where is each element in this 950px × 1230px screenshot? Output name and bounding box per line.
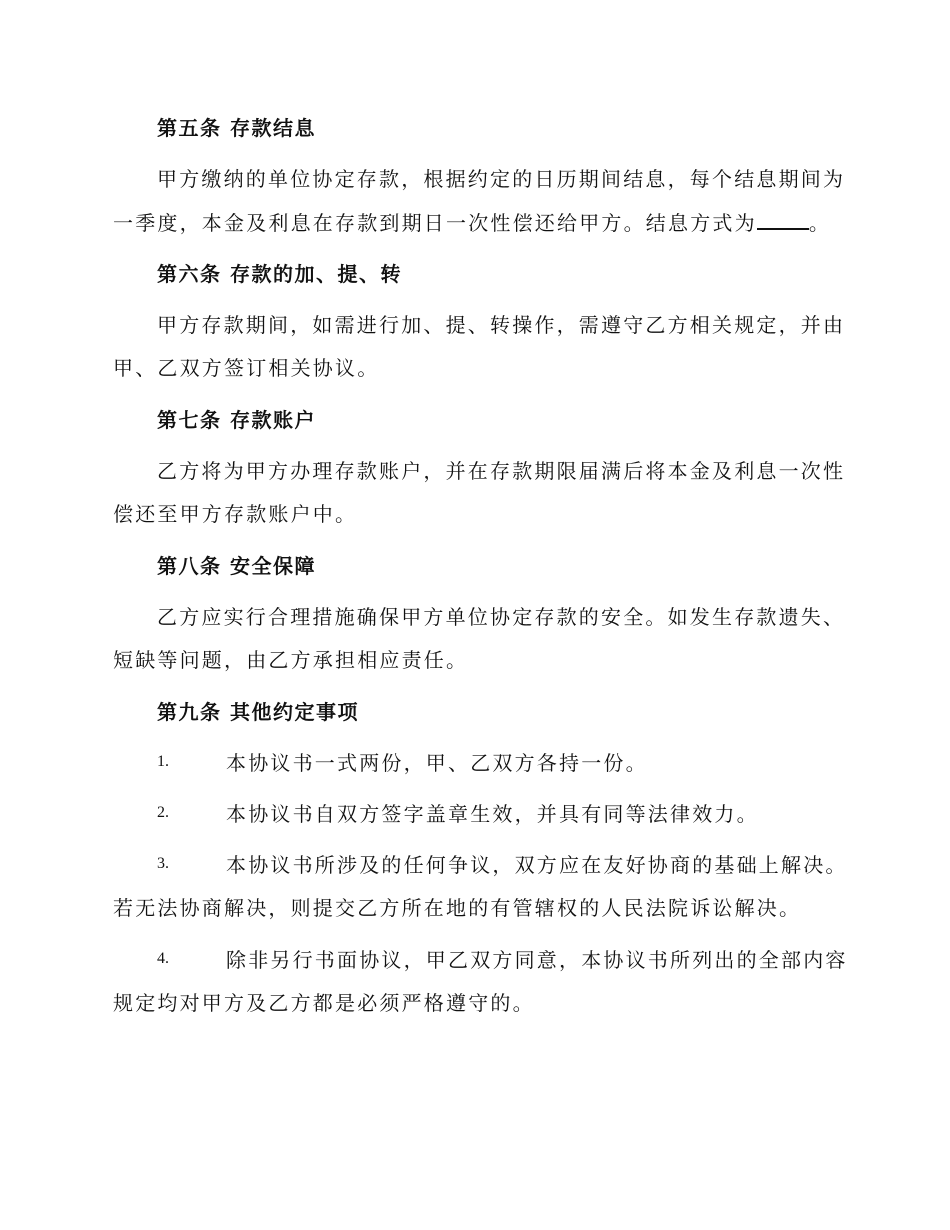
list-item-number: 2. (157, 804, 169, 821)
article-7-heading: 第七条 存款账户 (157, 408, 316, 432)
article-6-heading: 第六条 存款的加、提、转 (157, 262, 402, 286)
article-6-paragraph-line-1: 甲方存款期间，如需进行加、提、转操作，需遵守乙方相关规定，并由 (157, 313, 846, 337)
list-item-text: 本协议书自双方签字盖章生效，并具有同等法律效力。 (226, 802, 759, 826)
list-item-number: 4. (157, 950, 169, 967)
article-5-paragraph-line-1: 甲方缴纳的单位协定存款，根据约定的日历期间结息，每个结息期间为 (157, 167, 846, 191)
article-6-paragraph-line-2: 甲、乙双方签订相关协议。 (113, 356, 380, 380)
article-7-paragraph-line-2: 偿还至甲方存款账户中。 (113, 502, 358, 526)
article-8-paragraph-line-2: 短缺等问题，由乙方承担相应责任。 (113, 648, 469, 672)
list-item-text: 除非另行书面协议，甲乙双方同意，本协议书所列出的全部内容 (226, 948, 848, 972)
article-8-heading: 第八条 安全保障 (157, 554, 316, 578)
list-item-text: 本协议书所涉及的任何争议，双方应在友好协商的基础上解决。 (226, 853, 848, 877)
fill-in-blank (757, 210, 809, 230)
list-item-number: 1. (157, 753, 169, 770)
article-5-paragraph-line-2 (113, 210, 950, 235)
article-7-paragraph-line-1: 乙方将为甲方办理存款账户，并在存款期限届满后将本金及利息一次性 (157, 459, 846, 483)
article-8-paragraph-line-1: 乙方应实行合理措施确保甲方单位协定存款的安全。如发生存款遗失、 (157, 605, 846, 629)
list-item-text: 本协议书一式两份，甲、乙双方各持一份。 (226, 751, 648, 775)
article-5-line-2-text: 一季度，本金及利息在存款到期日一次性偿还给甲方。结息方式为 (113, 211, 757, 235)
list-item-text-continued: 规定均对甲方及乙方都是必须严格遵守的。 (113, 991, 535, 1015)
list-item-number: 3. (157, 855, 169, 872)
article-5-heading: 第五条 存款结息 (157, 116, 316, 140)
list-item-text-continued: 若无法协商解决，则提交乙方所在地的有管辖权的人民法院诉讼解决。 (113, 896, 802, 920)
article-5-line-2-end: 。 (808, 211, 832, 235)
article-9-heading: 第九条 其他约定事项 (157, 700, 359, 724)
